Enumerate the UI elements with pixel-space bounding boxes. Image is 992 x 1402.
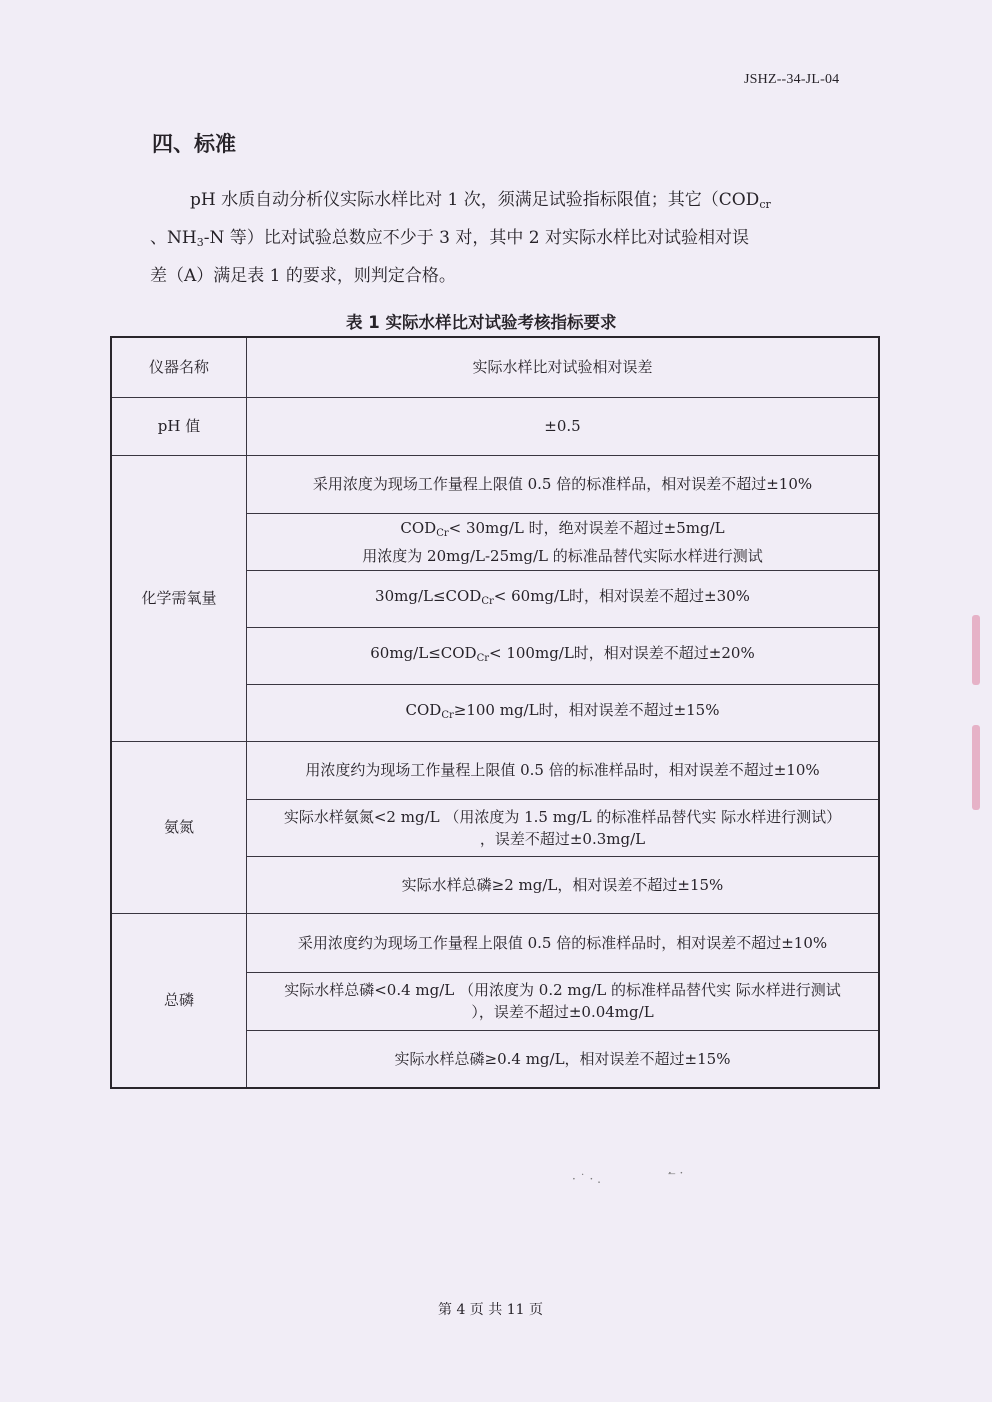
nh3-criterion-1: 用浓度约为现场工作量程上限值 0.5 倍的标准样品时，相对误差不超过±10% (247, 741, 880, 799)
table-caption: 表 1 实际水样比对试验考核指标要求 (346, 313, 617, 332)
ph-value: ±0.5 (247, 397, 880, 455)
cod-criterion-5: $COD_{Cr}\ge 100$ mg/L时，相对误差不超过±15% (247, 684, 880, 741)
standards-table (110, 336, 880, 1089)
cod-criterion-2-line-2: 用浓度为 20mg/L-25mg/L 的标准品替代实际水样进行测试 (362, 546, 763, 565)
cod-criterion-3: $30mg/L\le COD_{Cr}< 60mg/L$时，相对误差不超过±30% (247, 570, 880, 627)
stamp-edge-mark (972, 615, 980, 685)
ph-name: pH 值 (111, 397, 247, 455)
nh3-criterion-2-line-2: ，误差不超过±0.3mg/L (479, 829, 646, 848)
nh3-criterion-2 (247, 799, 880, 856)
table-row-ph (111, 397, 879, 455)
document-code: JSHZ--34-JL-04 (744, 72, 840, 87)
table-header-row (111, 337, 879, 397)
page-number: 第 4 页 共 11 页 (438, 1302, 543, 1318)
nh3-criterion-3: 实际水样总磷≥2 mg/L，相对误差不超过±15% (247, 856, 880, 913)
section-title: 四、标准 (152, 132, 236, 156)
tp-criterion-2 (247, 972, 880, 1030)
header-instrument-name: 仪器名称 (111, 337, 247, 397)
table-row-tp-1 (111, 913, 879, 972)
cod-criterion-2-line-1: $COD_{Cr}< 30mg/L$ 时，绝对误差不超过±5mg/L (400, 518, 725, 539)
tp-criterion-2-line-1: 实际水样总磷<0.4 mg/L （用浓度为 0.2 mg/L 的标准样品替代实 际水样进行测试 (284, 981, 841, 999)
cod-name: 化学需氧量 (111, 455, 247, 741)
scan-speck: · ˙ · . (572, 1172, 601, 1186)
tp-name: 总磷 (111, 913, 247, 1088)
tp-criterion-3: 实际水样总磷≥0.4 mg/L，相对误差不超过±15% (247, 1030, 880, 1088)
paragraph-line-3: 差（A）满足表 1 的要求，则判定合格。 (150, 266, 456, 286)
tp-criterion-1: 采用浓度约为现场工作量程上限值 0.5 倍的标准样品时，相对误差不超过±10% (247, 913, 880, 972)
nh3-name: 氨氮 (111, 741, 247, 913)
cod-criterion-2 (247, 513, 880, 570)
table-row-nh3-1 (111, 741, 879, 799)
scan-speck: · ̶ · (668, 1166, 684, 1180)
nh3-criterion-2-line-1: 实际水样氨氮<2 mg/L （用浓度为 1.5 mg/L 的标准样品替代实 际水样进行测试） (283, 807, 842, 826)
paragraph-line-2: 、$NH_3-N$ 等）比对试验总数应不少于 3 对，其中 2 对实际水样比对试验相对误 (150, 228, 749, 249)
table-row-cod-1 (111, 455, 879, 513)
paragraph-line-1: pH 水质自动分析仪实际水样比对 1 次，须满足试验指标限值；其它（$COD_{cr}$ (190, 190, 771, 211)
cod-criterion-1: 采用浓度为现场工作量程上限值 0.5 倍的标准样品，相对误差不超过±10% (247, 455, 880, 513)
stamp-edge-mark (972, 725, 980, 810)
tp-criterion-2-line-2: ），误差不超过±0.04mg/L (471, 1003, 654, 1021)
header-relative-error: 实际水样比对试验相对误差 (247, 337, 880, 397)
cod-criterion-4: $60mg/L\le COD_{Cr}< 100mg/L$时，相对误差不超过±20% (247, 627, 880, 684)
